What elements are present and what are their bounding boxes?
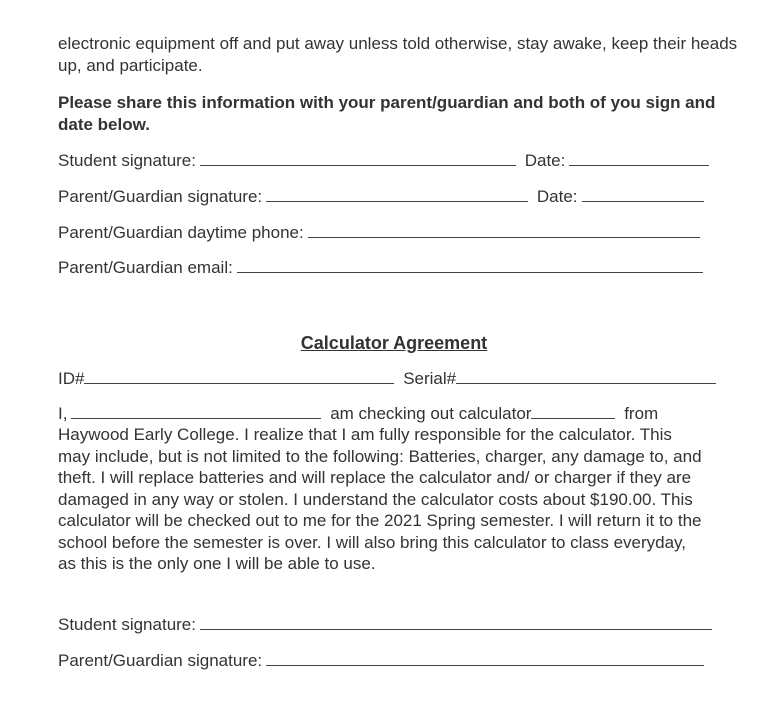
parent-phone-row [58, 222, 700, 243]
agreement-student-signature-row [58, 614, 712, 635]
parent-phone-field[interactable] [308, 223, 700, 238]
signature-notice: Please share this information with your parent/guardian and both of you sign and date below. [58, 93, 716, 134]
statement-from: from [624, 404, 659, 423]
agreement-parent-signature-row [58, 650, 704, 671]
parent-phone-label: Parent/Guardian daytime phone: [58, 223, 304, 242]
parent-email-row [58, 257, 703, 278]
id-label: ID# [58, 369, 85, 388]
statement-start: I, [58, 404, 68, 423]
intro-paragraph: electronic equipment off and put away unless told otherwise, stay awake, keep their heads up, and participate. [58, 34, 738, 75]
student-signature-label: Student signature: [58, 151, 196, 170]
student-signature-field[interactable] [200, 151, 516, 166]
checkout-statement-row [58, 403, 658, 424]
student-date-label: Date: [524, 151, 566, 170]
calculator-number-field[interactable] [531, 404, 615, 419]
agreement-parent-signature-label: Parent/Guardian signature: [58, 651, 263, 670]
agreement-student-signature-label: Student signature: [58, 615, 196, 634]
parent-email-label: Parent/Guardian email: [58, 258, 233, 277]
id-field[interactable] [84, 369, 394, 384]
parent-signature-label: Parent/Guardian signature: [58, 187, 263, 206]
agreement-student-signature-field[interactable] [200, 615, 712, 630]
parent-signature-field[interactable] [266, 187, 528, 202]
parent-email-field[interactable] [237, 258, 703, 273]
id-serial-row [58, 368, 716, 389]
serial-label: Serial# [403, 369, 457, 388]
parent-signature-row [58, 186, 704, 207]
serial-field[interactable] [456, 369, 716, 384]
calculator-agreement-title: Calculator Agreement [300, 333, 488, 353]
agreement-parent-signature-field[interactable] [266, 651, 704, 666]
student-signature-row [58, 150, 709, 171]
student-date-field[interactable] [569, 151, 709, 166]
student-name-field[interactable] [71, 404, 321, 419]
agreement-body: Haywood Early College. I realize that I am fully responsible for the calculator. This may include, but is not limited to the following: Batteries, charger, any damage to, and theft. I will replace batteries and will replace the calculator and/ or charger if they are damaged in any way or stolen. I understand the calculator costs about $190.00. This calculator will be checked out to me for the 2021 Spring semester. I will return it to the school before the semester is over. I will also bring this calculator to class everyday, as this is the only one I will be able to use. [58, 425, 702, 573]
parent-date-field[interactable] [582, 187, 704, 202]
statement-mid: am checking out calculator [330, 404, 532, 423]
parent-date-label: Date: [536, 187, 578, 206]
